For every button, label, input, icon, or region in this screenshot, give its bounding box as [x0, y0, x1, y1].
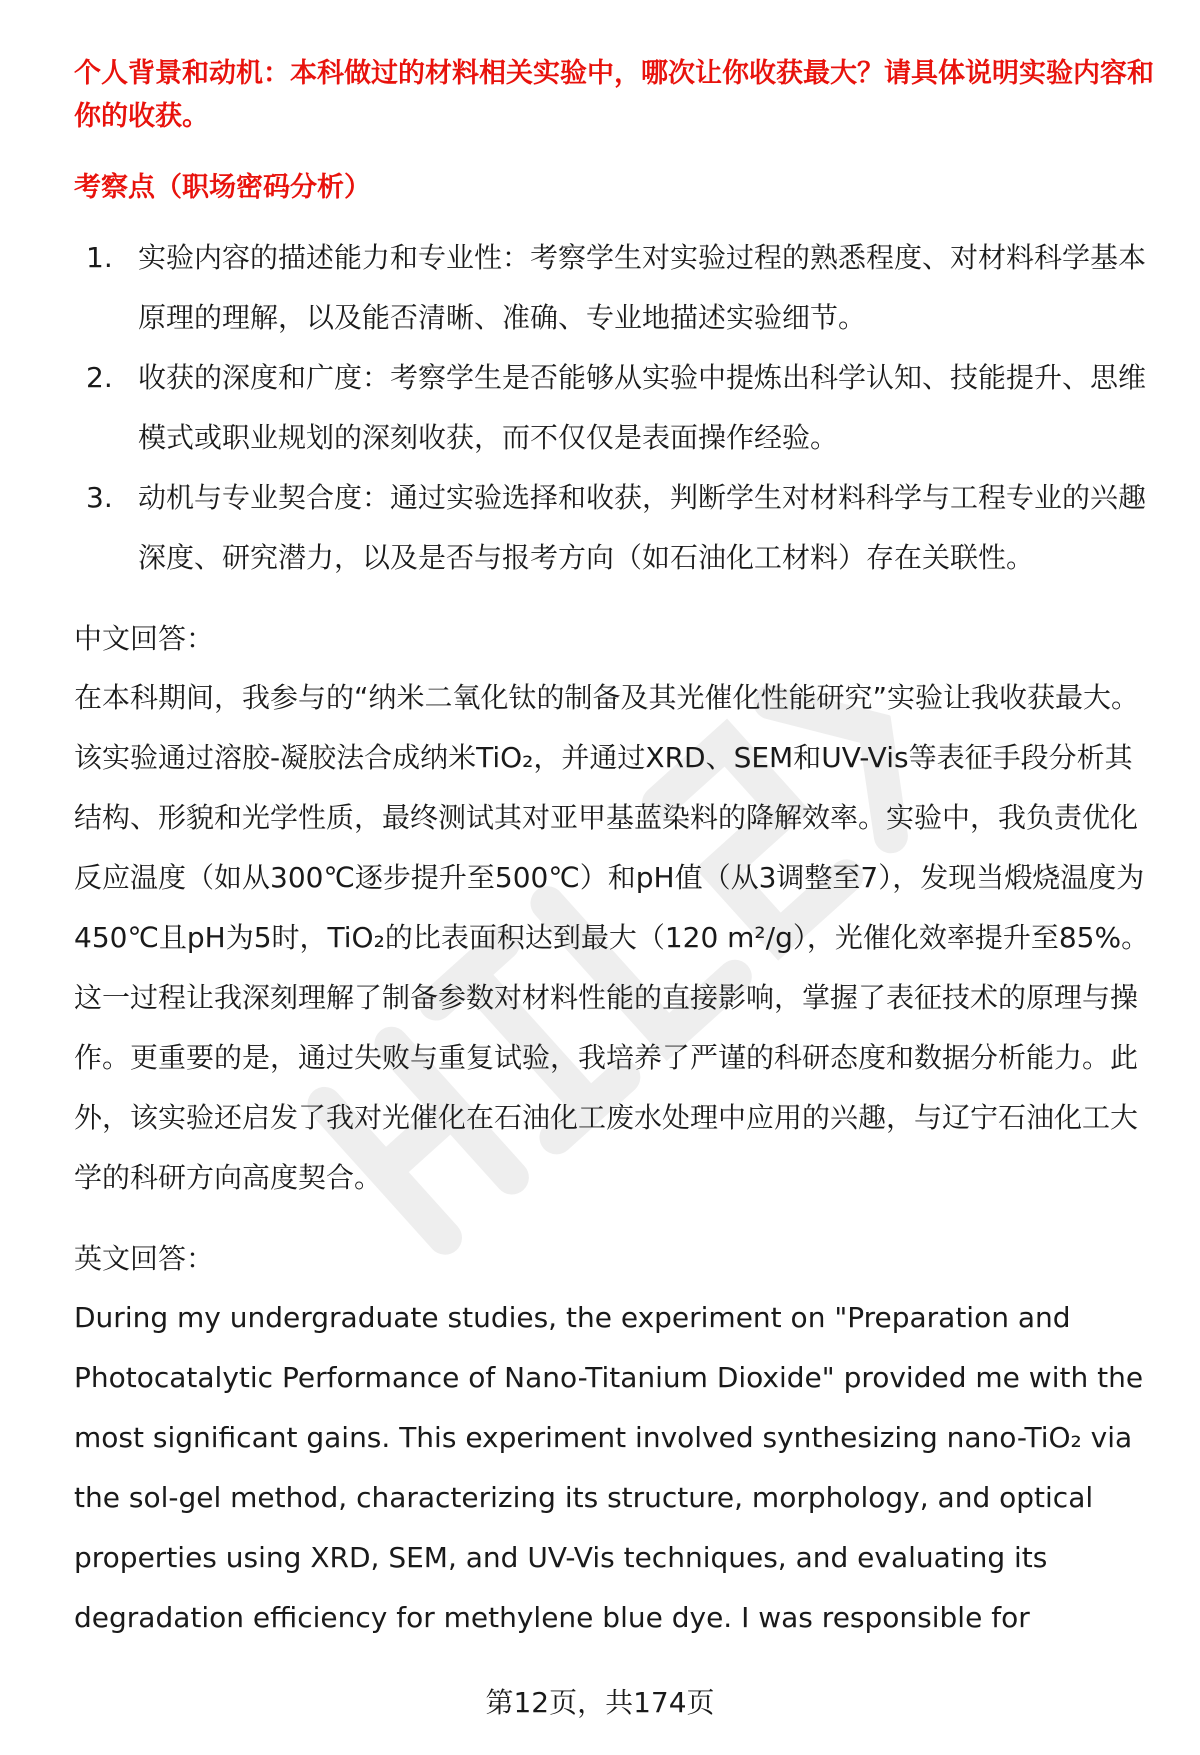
question-heading: 个人背景和动机：本科做过的材料相关实验中，哪次让你收获最大？请具体说明实验内容和你的收获。 — [74, 58, 1154, 132]
point-text: 动机与专业契合度：通过实验选择和收获，判断学生对材料科学与工程专业的兴趣深度、研究潜力，以及是否与报考方向（如石油化工材料）存在关联性。 — [138, 481, 1147, 574]
en-answer-heading: 英文回答： — [74, 1242, 215, 1275]
cn-answer-heading: 中文回答： — [74, 622, 215, 655]
cn-answer-body: 在本科期间，我参与的“纳米二氧化钛的制备及其光催化性能研究”实验让我收获最大。该实验通过溶胶-凝胶法合成纳米TiO₂，并通过XRD、SEM和UV-Vis等表征手段分析其结构、形貌和光学性质，最终测试其对亚甲基蓝染料的降解效率。实验中，我负责优化反应温度（如从300℃逐步提升至500℃）和pH值（从3调整至7），发现当煅烧温度为450℃且pH为5时，TiO₂的比表面积达到最大（120 m²/g），光催化效率提升至85%。这一过程让我深刻理解了制备参数对材料性能的直接影响，掌握了表征技术的原理与操作。更重要的是，通过失败与重复试验，我培养了严谨的科研态度和数据分析能力。此外，该实验还启发了我对光催化在石油化工废水处理中应用的兴趣，与辽宁石油化工大学的科研方向高度契合。 — [74, 681, 1150, 1194]
analysis-point-2 — [74, 348, 1154, 468]
analysis-points-list — [74, 228, 1154, 588]
point-number: 3. — [86, 481, 113, 514]
point-number: 2. — [86, 361, 113, 394]
analysis-point-1 — [74, 228, 1154, 348]
document-page — [74, 52, 1154, 1648]
point-text: 实验内容的描述能力和专业性：考察学生对实验过程的熟悉程度、对材料科学基本原理的理解，以及能否清晰、准确、专业地描述实验细节。 — [138, 241, 1147, 334]
analysis-title: 考察点（职场密码分析） — [74, 172, 371, 203]
point-text: 收获的深度和广度：考察学生是否能够从实验中提炼出科学认知、技能提升、思维模式或职业规划的深刻收获，而不仅仅是表面操作经验。 — [138, 361, 1147, 454]
page-number-footer: 第12页，共174页 — [485, 1686, 715, 1719]
point-number: 1. — [86, 241, 113, 274]
analysis-point-3 — [74, 468, 1154, 588]
en-answer-body: During my undergraduate studies, the experiment on "Preparation and Photocatalytic Performance of Nano-Titanium Dioxide" provided me with the most significant gains. This experiment involved synthesizing nano-TiO₂ via the sol-gel method, characterizing its structure, morphology, and optical properties using XRD, SEM, and UV-Vis techniques, and evaluating its degradation efficiency for methylene blue dye. I was responsible for — [74, 1301, 1144, 1634]
